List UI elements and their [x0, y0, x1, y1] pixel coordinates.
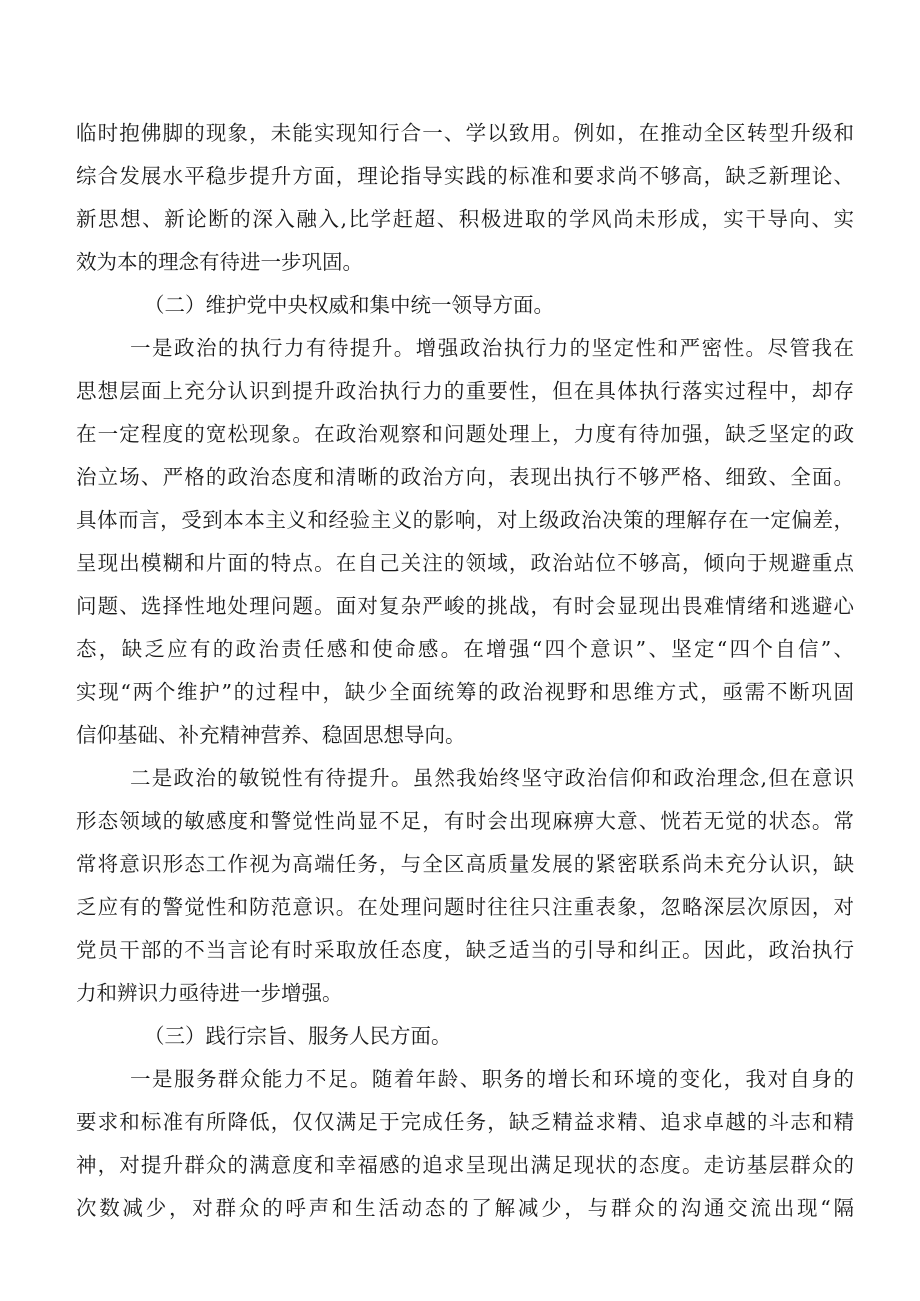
text-line: 在一定程度的宽松现象。在政治观察和问题处理上，力度有待加强，缺乏坚定的政: [76, 422, 856, 446]
text-line: 一是服务群众能力不足。随着年龄、职务的增长和环境的变化，我对自身的: [130, 1067, 856, 1091]
document-page: [76, 112, 857, 1230]
text-line: 神，对提升群众的满意度和幸福感的追求呈现出满足现状的态度。走访基层群众的: [76, 1153, 856, 1177]
paragraph-service: [76, 1058, 857, 1230]
section-heading-2: [76, 284, 854, 327]
text-line: 问题、选择性地处理问题。面对复杂严峻的挑战，有时会显现出畏难情绪和逃避心: [76, 594, 856, 618]
text-line: 效为本的理念有待进一步巩固。: [76, 250, 363, 274]
text-line: 治立场、严格的政治态度和清晰的政治方向，表现出执行不够严格、细致、全面。: [76, 465, 856, 489]
text-line: 二是政治的敏锐性有待提升。虽然我始终坚守政治信仰和政治理念,但在意识: [130, 766, 856, 790]
text-line: 形态领域的敏感度和警觉性尚显不足，有时会出现麻痹大意、恍若无觉的状态。常: [76, 809, 856, 833]
text-line: 常将意识形态工作视为高端任务，与全区高质量发展的紧密联系尚未充分认识，缺: [76, 852, 856, 876]
paragraph-sensitivity: [76, 757, 854, 1015]
text-line: 综合发展水平稳步提升方面，理论指导实践的标准和要求尚不够高，缺乏新理论、: [76, 164, 856, 188]
text-line: 力和辨识力亟待进一步增强。: [76, 981, 343, 1005]
text-line: 信仰基础、补充精神营养、稳固思想导向。: [76, 723, 466, 747]
heading-text: （三）践行宗旨、服务人民方面。: [144, 1024, 452, 1048]
text-line: 一是政治的执行力有待提升。增强政治执行力的坚定性和严密性。尽管我在: [130, 336, 856, 360]
text-line: 态，缺乏应有的政治责任感和使命感。在增强“四个意识”、坚定“四个自信”、: [76, 637, 857, 661]
text-line: 思想层面上充分认识到提升政治执行力的重要性，但在具体执行落实过程中，却存: [76, 379, 856, 403]
paragraph-execution: [76, 327, 857, 757]
section-heading-3: [76, 1015, 854, 1058]
text-line: 要求和标准有所降低，仅仅满足于完成任务，缺乏精益求精、追求卓越的斗志和精: [76, 1110, 856, 1134]
text-line: 呈现出模糊和片面的特点。在自己关注的领域，政治站位不够高，倾向于规避重点: [76, 551, 856, 575]
text-line: 临时抱佛脚的现象，未能实现知行合一、学以致用。例如，在推动全区转型升级和: [76, 121, 856, 145]
text-line: 新思想、新论断的深入融入,比学赶超、积极进取的学风尚未形成，实干导向、实: [76, 207, 856, 231]
text-line: 乏应有的警觉性和防范意识。在处理问题时往往只注重表象，忽略深层次原因，对: [76, 895, 856, 919]
text-line: 党员干部的不当言论有时采取放任态度，缺乏适当的引导和纠正。因此，政治执行: [76, 938, 856, 962]
paragraph-continuation: [76, 112, 854, 284]
text-line: 具体而言，受到本本主义和经验主义的影响，对上级政治决策的理解存在一定偏差，: [76, 508, 855, 532]
heading-text: （二）维护党中央权威和集中统一领导方面。: [144, 293, 554, 317]
text-line: 实现“两个维护”的过程中，缺少全面统筹的政治视野和思维方式，亟需不断巩固: [76, 680, 856, 704]
text-line: 次数减少，对群众的呼声和生活动态的了解减少，与群众的沟通交流出现“隔: [76, 1196, 857, 1220]
